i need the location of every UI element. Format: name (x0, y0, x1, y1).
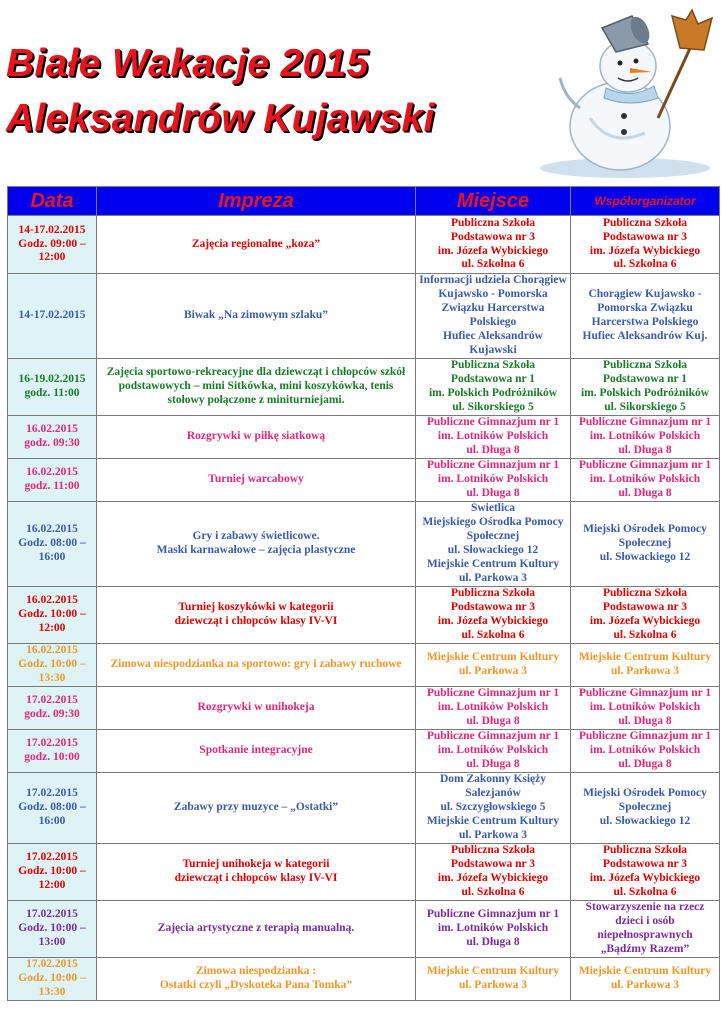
date-cell: 16.02.2015 Godz. 10:00 – 13:30 (8, 644, 97, 687)
snowman-icon (540, 8, 720, 180)
partner-cell: Publiczne Gimnazjum nr 1 im. Lotników Polskich ul. Długa 8 (571, 687, 720, 730)
event-cell: Rozgrywki w piłkę siatkową (97, 416, 416, 459)
partner-cell: Miejskie Centrum Kultury ul. Parkowa 3 (571, 644, 720, 687)
date-cell: 17.02.2015 Godz. 10:00 – 13:30 (8, 958, 97, 1001)
table-header-row (8, 187, 720, 216)
table-row (8, 958, 720, 1001)
partner-cell: Stowarzyszenie na rzecz dzieci i osób niepełnosprawnych „Bądźmy Razem” (571, 901, 720, 958)
table-row (8, 901, 720, 958)
events-table (7, 186, 720, 1001)
event-cell: Zimowa niespodzianka na sportowo: gry i zabawy ruchowe (97, 644, 416, 687)
date-cell: 17.02.2015 godz. 10:00 (8, 730, 97, 773)
column-header-date: Data (8, 187, 97, 216)
table-row (8, 502, 720, 587)
place-cell: Publiczna Szkoła Podstawowa nr 3 im. Józefa Wybickiego ul. Szkolna 6 (416, 587, 571, 644)
place-cell: Publiczna Szkoła Podstawowa nr 1 im. Polskich Podróżników ul. Sikorskiego 5 (416, 359, 571, 416)
place-cell: Publiczne Gimnazjum nr 1 im. Lotników Polskich ul. Długa 8 (416, 901, 571, 958)
table-row (8, 587, 720, 644)
place-cell: Dom Zakonny Księży Salezjanów ul. Szczygłowskiego 5 Miejskie Centrum Kultury ul. Parkowa 3 (416, 773, 571, 844)
date-cell: 16.02.2015 Godz. 08:00 – 16:00 (8, 502, 97, 587)
place-cell: Informacji udziela Chorągiew Kujawsko - Pomorska Związku Harcerstwa Polskiego Hufiec Aleksandrów Kujawski (416, 274, 571, 359)
partner-cell: Publiczna Szkoła Podstawowa nr 3 im. Józefa Wybickiego ul. Szkolna 6 (571, 844, 720, 901)
event-cell: Turniej koszykówki w kategorii dziewcząt i chłopców klasy IV-VI (97, 587, 416, 644)
column-header-event: Impreza (97, 187, 416, 216)
date-cell: 17.02.2015 Godz. 10:00 – 13:00 (8, 901, 97, 958)
table-row (8, 416, 720, 459)
table-row (8, 359, 720, 416)
table-row (8, 730, 720, 773)
event-cell: Biwak „Na zimowym szlaku” (97, 274, 416, 359)
event-cell: Zajęcia artystyczne z terapią manualną. (97, 901, 416, 958)
place-cell: Publiczna Szkoła Podstawowa nr 3 im. Józefa Wybickiego ul. Szkolna 6 (416, 844, 571, 901)
partner-cell: Publiczne Gimnazjum nr 1 im. Lotników Polskich ul. Długa 8 (571, 459, 720, 502)
event-cell: Spotkanie integracyjne (97, 730, 416, 773)
date-cell: 16.02.2015 godz. 09:30 (8, 416, 97, 459)
date-cell: 14-17.02.2015 Godz. 09:00 – 12:00 (8, 216, 97, 274)
date-cell: 16.02.2015 godz. 11:00 (8, 459, 97, 502)
date-cell: 17.02.2015 godz. 09:30 (8, 687, 97, 730)
place-cell: Publiczne Gimnazjum nr 1 im. Lotników Polskich ul. Długa 8 (416, 459, 571, 502)
event-cell: Zimowa niespodzianka : Ostatki czyli „Dyskoteka Pana Tomka” (97, 958, 416, 1001)
place-cell: Publiczne Gimnazjum nr 1 im. Lotników Polskich ul. Długa 8 (416, 416, 571, 459)
place-cell: Miejskie Centrum Kultury ul. Parkowa 3 (416, 958, 571, 1001)
table-row (8, 216, 720, 274)
table-row (8, 274, 720, 359)
date-cell: 17.02.2015 Godz. 10:00 – 12:00 (8, 844, 97, 901)
table-row (8, 844, 720, 901)
column-header-place: Miejsce (416, 187, 571, 216)
place-cell: Publiczne Gimnazjum nr 1 im. Lotników Polskich ul. Długa 8 (416, 687, 571, 730)
event-cell: Zajęcia regionalne „koza” (97, 216, 416, 274)
partner-cell: Publiczne Gimnazjum nr 1 im. Lotników Polskich ul. Długa 8 (571, 416, 720, 459)
date-cell: 16-19.02.2015 godz. 11:00 (8, 359, 97, 416)
page-title-line1: Białe Wakacje 2015 (6, 42, 369, 85)
place-cell: Świetlica Miejskiego Ośrodka Pomocy Społecznej ul. Słowackiego 12 Miejskie Centrum Kultury ul. Parkowa 3 (416, 502, 571, 587)
partner-cell: Miejskie Centrum Kultury ul. Parkowa 3 (571, 958, 720, 1001)
table-row (8, 687, 720, 730)
partner-cell: Publiczna Szkoła Podstawowa nr 3 im. Józefa Wybickiego ul. Szkolna 6 (571, 216, 720, 274)
place-cell: Miejskie Centrum Kultury ul. Parkowa 3 (416, 644, 571, 687)
page-title-line2: Aleksandrów Kujawski (6, 97, 435, 140)
event-cell: Turniej warcabowy (97, 459, 416, 502)
table-row (8, 773, 720, 844)
date-cell: 17.02.2015 Godz. 08:00 – 16:00 (8, 773, 97, 844)
partner-cell: Miejski Ośrodek Pomocy Społecznej ul. Słowackiego 12 (571, 502, 720, 587)
date-cell: 14-17.02.2015 (8, 274, 97, 359)
event-cell: Rozgrywki w unihokeja (97, 687, 416, 730)
date-cell: 16.02.2015 Godz. 10:00 – 12:00 (8, 587, 97, 644)
event-cell: Turniej unihokeja w kategorii dziewcząt i chłopców klasy IV-VI (97, 844, 416, 901)
partner-cell: Chorągiew Kujawsko - Pomorska Związku Harcerstwa Polskiego Hufiec Aleksandrów Kuj. (571, 274, 720, 359)
column-header-partner: Współorganizator (571, 187, 720, 216)
place-cell: Publiczne Gimnazjum nr 1 im. Lotników Polskich ul. Długa 8 (416, 730, 571, 773)
table-row (8, 459, 720, 502)
event-cell: Zabawy przy muzyce – „Ostatki” (97, 773, 416, 844)
place-cell: Publiczna Szkoła Podstawowa nr 3 im. Józefa Wybickiego ul. Szkolna 6 (416, 216, 571, 274)
event-cell: Gry i zabawy świetlicowe. Maski karnawałowe – zajęcia plastyczne (97, 502, 416, 587)
partner-cell: Publiczna Szkoła Podstawowa nr 3 im. Józefa Wybickiego ul. Szkolna 6 (571, 587, 720, 644)
event-cell: Zajęcia sportowo-rekreacyjne dla dziewcząt i chłopców szkół podstawowych – mini Sitkówka, mini koszykówka, tenis stołowy połączone z miniturniejami. (97, 359, 416, 416)
table-row (8, 644, 720, 687)
partner-cell: Publiczna Szkoła Podstawowa nr 1 im. Polskich Podróżników ul. Sikorskiego 5 (571, 359, 720, 416)
partner-cell: Publiczne Gimnazjum nr 1 im. Lotników Polskich ul. Długa 8 (571, 730, 720, 773)
partner-cell: Miejski Ośrodek Pomocy Społecznej ul. Słowackiego 12 (571, 773, 720, 844)
